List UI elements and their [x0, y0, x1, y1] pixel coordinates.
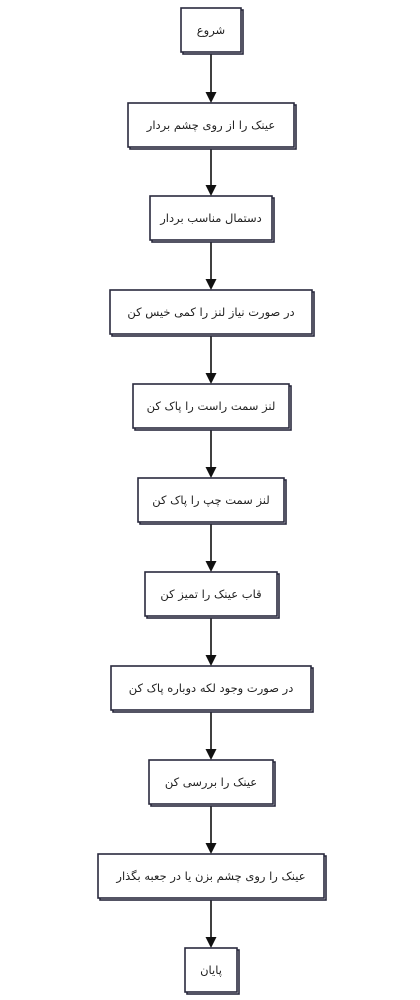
flow-node-label: لنز سمت چپ را پاک کن: [152, 493, 270, 507]
flow-node: [98, 854, 326, 900]
arrowhead-icon: [206, 749, 217, 760]
arrowhead-icon: [206, 373, 217, 384]
flow-node-label: عینک را از روی چشم بردار: [146, 118, 276, 132]
arrowhead-icon: [206, 843, 217, 854]
flow-node-label: در صورت وجود لکه دوباره پاک کن: [128, 681, 294, 695]
flow-node: [181, 8, 243, 54]
flow-node: [149, 760, 275, 806]
flow-node: [150, 196, 274, 242]
flow-node-label: شروع: [196, 23, 226, 37]
flow-node-label: در صورت نیاز لنز را کمی خیس کن: [127, 305, 295, 319]
arrowhead-icon: [206, 467, 217, 478]
flow-node: [145, 572, 279, 618]
arrowhead-icon: [206, 561, 217, 572]
flow-node: [128, 103, 296, 149]
flow-node: [138, 478, 286, 524]
flow-node-label: لنز سمت راست را پاک کن: [146, 399, 276, 413]
flow-node: [111, 666, 313, 712]
flow-node: [110, 290, 314, 336]
arrowhead-icon: [206, 185, 217, 196]
arrowhead-icon: [206, 279, 217, 290]
flow-node: [133, 384, 291, 430]
flow-node: [185, 948, 239, 994]
arrowhead-icon: [206, 92, 217, 103]
flow-node-label: پایان: [200, 963, 222, 977]
flow-node-label: قاب عینک را تمیز کن: [160, 587, 262, 601]
flow-node-label: عینک را بررسی کن: [164, 775, 258, 789]
flow-node-label: عینک را روی چشم بزن یا در جعبه بگذار: [116, 869, 306, 883]
flow-node-label: دستمال مناسب بردار: [160, 211, 262, 225]
arrowhead-icon: [206, 937, 217, 948]
arrowhead-icon: [206, 655, 217, 666]
